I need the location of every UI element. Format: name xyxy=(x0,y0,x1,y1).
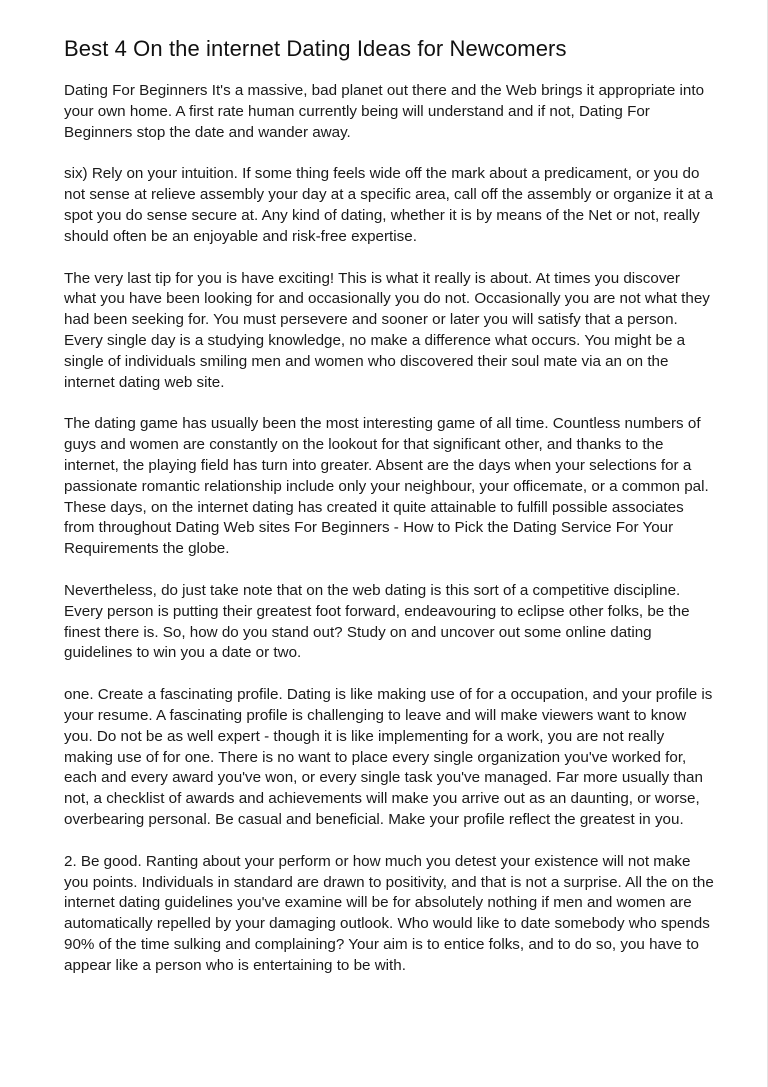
document-title: Best 4 On the internet Dating Ideas for Newcomers xyxy=(64,36,567,61)
document-body xyxy=(64,81,714,997)
paragraph-dating-game: The dating game has usually been the most interesting game of all time. Countless numbers of guys and women are constantly on the lookout for that significant other, and thanks to the internet, the playing field has turn into greater. Absent are the days when your selections for a passionate romantic relationship include only your neighbour, your officemate, or a common pal. These days, on the internet dating has created it quite attainable to fulfill possible associates from throughout Dating Web sites For Beginners - How to Pick the Dating Service For Your Requirements the globe. xyxy=(64,415,709,558)
paragraph-profile: one. Create a fascinating profile. Dating is like making use of for a occupation, and your profile is your resume. A fascinating profile is challenging to leave and will make viewers want to know you. Do not be as well expert - though it is like implementing for a work, you are not really making use of for one. There is no want to place every single organization you've worked for, each and every award you've won, or every single task you've managed. Far more usually than not, a checklist of awards and achievements will make you arrive out as an daunting, or worse, overbearing personal. Be casual and beneficial. Make your profile reflect the greatest in you. xyxy=(64,686,713,828)
paragraph-competitive: Nevertheless, do just take note that on the web dating is this sort of a competitive discipline. Every person is putting their greatest foot forward, endeavouring to eclipse other folks, be the finest there is. So, how do you stand out? Study on and uncover out some online dating guidelines to win you a date or two. xyxy=(64,581,690,662)
paragraph-intro: Dating For Beginners It's a massive, bad planet out there and the Web brings it appropriate into your own home. A first rate human currently being will understand and if not, Dating For Beginners stop the date and wander away. xyxy=(64,82,705,141)
paragraph-tip-six: six) Rely on your intuition. If some thing feels wide off the mark about a predicament, or you do not sense at relieve assembly your day at a specific area, call off the assembly or organize it at a spot you do sense secure at. Any kind of dating, whether it is by means of the Net or not, really should often be an enjoyable and risk-free expertise. xyxy=(64,165,713,245)
paragraph-last-tip: The very last tip for you is have exciting! This is what it really is about. At times you discover what you have been looking for and occasionally you do not. Occasionally you are not what they had been seeking for. You must persevere and sooner or later you will satisfy that a person. Every single day is a studying knowledge, no make a difference what occurs. You might be a single of individuals smiling men and women who discovered their soul mate via an on the internet dating web site. xyxy=(64,269,710,391)
paragraph-be-good: 2. Be good. Ranting about your perform or how much you detest your existence will not make you points. Individuals in standard are drawn to positivity, and that is not a surprise. All the on the internet dating guidelines you've examine will be for absolutely nothing if men and women are automatically repelled by your damaging outlook. Who would like to date somebody who spends 90% of the time sulking and complaining? Your aim is to entice folks, and to do so, you have to appear like a person who is entertaining to be with. xyxy=(64,852,714,974)
